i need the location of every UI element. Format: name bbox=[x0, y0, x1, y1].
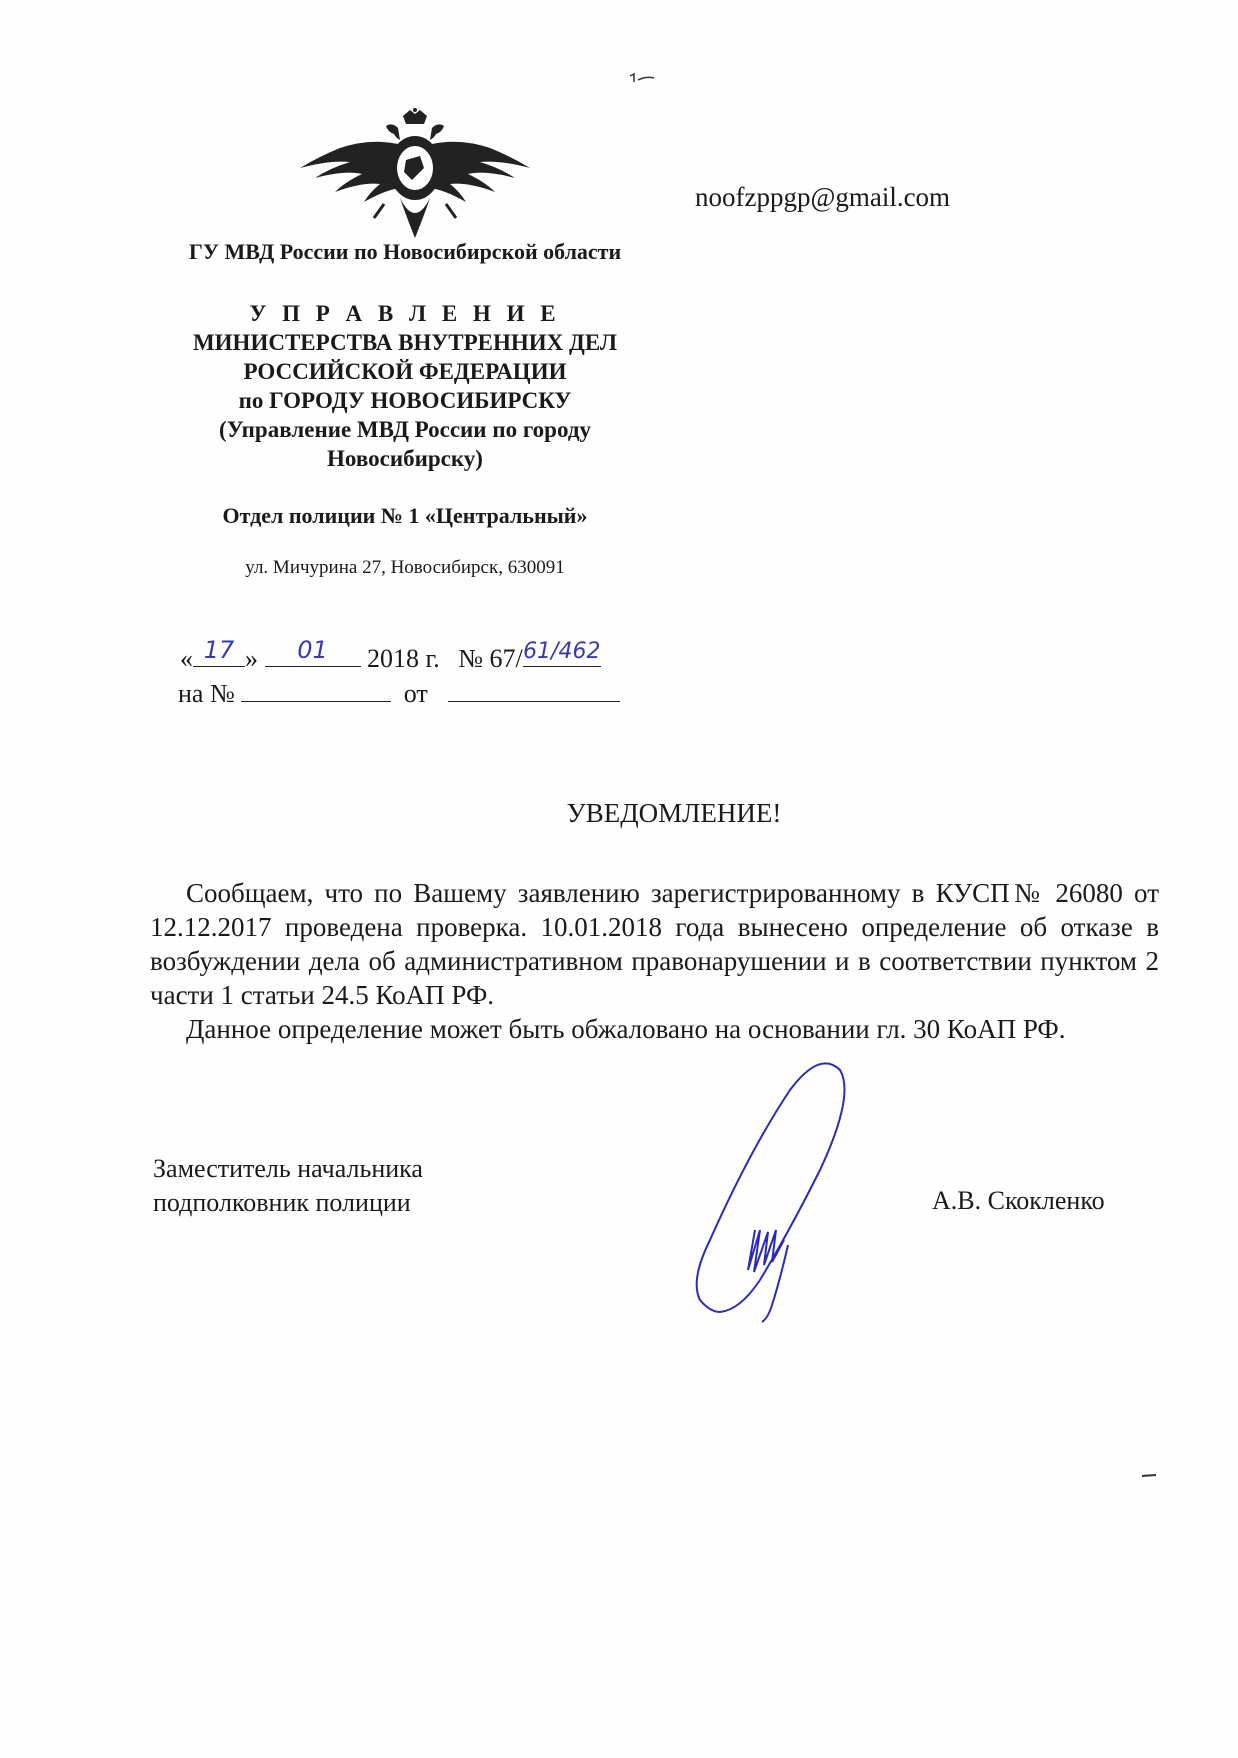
notice-paragraph: Данное определение может быть обжаловано на основании гл. 30 КоАП РФ. bbox=[186, 1014, 1066, 1044]
title-line: Новосибирску) bbox=[327, 446, 483, 471]
handwritten-day: 17 bbox=[203, 636, 235, 664]
handwritten-month: 01 bbox=[297, 636, 328, 664]
scan-speck bbox=[628, 70, 658, 86]
month-field bbox=[265, 636, 361, 667]
day-field bbox=[193, 636, 245, 667]
open-quote: « bbox=[180, 644, 193, 673]
notice-body bbox=[150, 876, 1159, 1046]
title-line: по ГОРОДУ НОВОСИБИРСКУ bbox=[238, 388, 572, 413]
ref-date-field bbox=[448, 675, 620, 702]
signatory-position bbox=[153, 1152, 423, 1220]
number-prefix: № 67/ bbox=[458, 644, 523, 673]
signatory-name: А.В. Скокленко bbox=[932, 1186, 1105, 1215]
position-line: Заместитель начальника bbox=[153, 1154, 423, 1183]
notice-heading: УВЕДОМЛЕНИЕ! bbox=[566, 798, 782, 828]
department-address: ул. Мичурина 27, Новосибирск, 630091 bbox=[245, 557, 565, 578]
title-line: РОССИЙСКОЙ ФЕДЕРАЦИИ bbox=[243, 359, 567, 384]
handwritten-signature bbox=[680, 1050, 880, 1350]
notice-paragraph: Сообщаем, что по Вашему заявлению зарегистрированному в КУСП№ 26080 от 12.12.2017 проведена проверка. 10.01.2018 года вынесено определение об отказе в возбуждении дела об административном правонарушении и в соответствии пунктом 2 части 1 статьи 24.5 КоАП РФ. bbox=[150, 878, 1159, 1010]
reference-line bbox=[178, 675, 620, 709]
ref-date-label: от bbox=[403, 679, 428, 708]
position-line: подполковник полиции bbox=[153, 1188, 411, 1217]
scan-speck bbox=[1140, 1472, 1160, 1480]
ref-number-label: на № bbox=[178, 679, 235, 708]
double-headed-eagle-emblem bbox=[300, 108, 530, 243]
title-line: МИНИСТЕРСТВА ВНУТРЕННИХ ДЕЛ bbox=[192, 330, 618, 355]
ministry-region: ГУ МВД России по Новосибирской области bbox=[188, 239, 622, 264]
ref-number-field bbox=[241, 675, 391, 702]
year-text: 2018 г. bbox=[367, 644, 440, 673]
title-line: (Управление МВД России по городу bbox=[219, 417, 591, 442]
email-address: noofzppgp@gmail.com bbox=[695, 182, 951, 212]
police-department: Отдел полиции № 1 «Центральный» bbox=[222, 503, 588, 528]
organization-title bbox=[140, 299, 670, 473]
title-line: У П Р А В Л Е Н И Е bbox=[249, 301, 561, 326]
registration-line bbox=[180, 636, 601, 674]
close-quote: » bbox=[245, 644, 258, 673]
number-field bbox=[523, 640, 601, 667]
handwritten-number: 61/462 bbox=[523, 639, 601, 664]
